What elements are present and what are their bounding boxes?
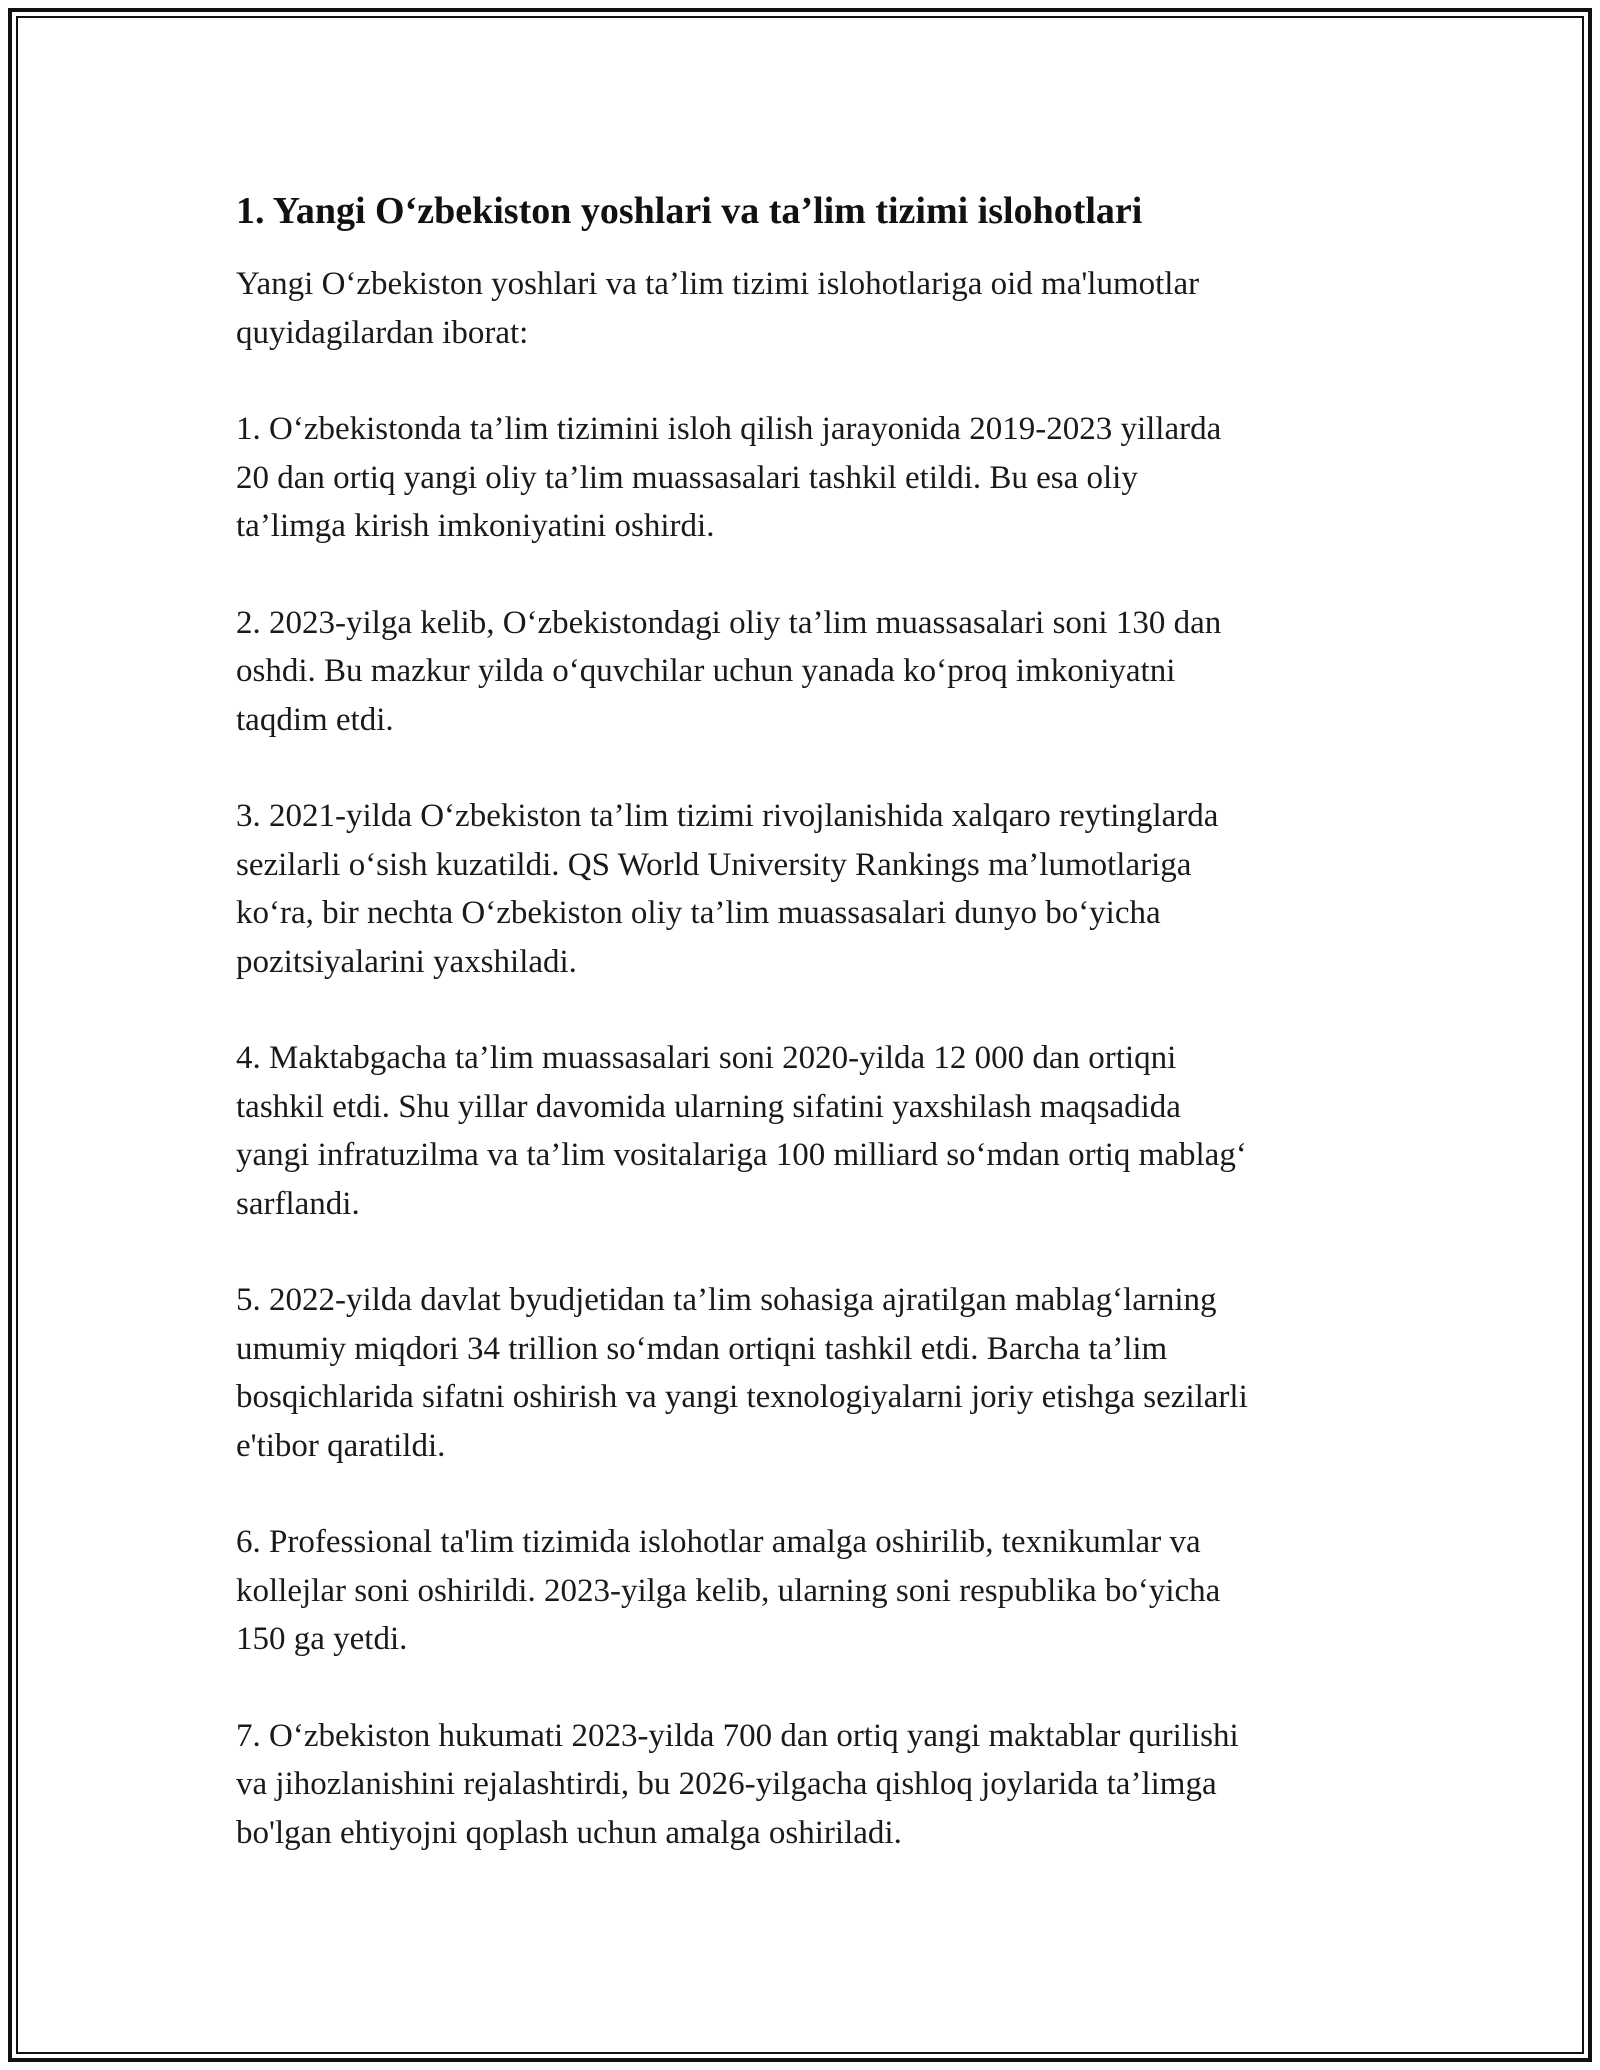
list-item: 5. 2022-yilda davlat byudjetidan ta’lim sohasiga ajratilgan mablag‘larning umumiy miqdori 34 trillion so‘mdan ortiqni tashkil etdi. Barcha ta’lim bosqichlarida sifatni oshirish va yangi texnologiyalarni joriy etishga sezilarli e'tibor qaratildi.: [236, 1282, 1248, 1464]
list-item: 4. Maktabgacha ta’lim muassasalari soni 2020-yilda 12 000 dan ortiqni tashkil etdi. Shu yillar davomida ularning sifatini yaxshilash maqsadida yangi infratuzilma va ta’lim vositalariga 100 milliard so‘mdan ortiq mablag‘ sarflandi.: [236, 1040, 1247, 1222]
list-item: 7. O‘zbekiston hukumati 2023-yilda 700 dan ortiq yangi maktablar qurilishi va jihozlanishini rejalashtirdi, bu 2026-yilgacha qishloq joylarida ta’limga bo'lgan ehtiyojni qoplash uchun amalga oshiriladi.: [236, 1717, 1239, 1851]
document-title: 1. Yangi O‘zbekiston yoshlari va ta’lim tizimi islohotlari: [236, 190, 1143, 232]
list-item: 2. 2023-yilga kelib, O‘zbekistondagi oliy ta’lim muassasalari soni 130 dan oshdi. Bu mazkur yilda o‘quvchilar uchun yanada ko‘proq imkoniyatni taqdim etdi.: [236, 604, 1222, 738]
intro-paragraph: Yangi O‘zbekiston yoshlari va ta’lim tizimi islohotlariga oid ma'lumotlar quyidagilardan iborat:: [236, 266, 1200, 351]
list-item: 6. Professional ta'lim tizimida islohotlar amalga oshirilib, texnikumlar va kollejlar soni oshirildi. 2023-yilga kelib, ularning soni respublika bo‘yicha 150 ga yetdi.: [236, 1524, 1221, 1657]
document-body: [236, 186, 1366, 1905]
list-item: 3. 2021-yilda O‘zbekiston ta’lim tizimi rivojlanishida xalqaro reytinglarda sezilarli o‘sish kuzatildi. QS World University Rankings ma’lumotlariga ko‘ra, bir nechta O‘zbekiston oliy ta’lim muassasalari dunyo bo‘yicha pozitsiyalarini yaxshiladi.: [236, 798, 1219, 980]
list-item: 1. O‘zbekistonda ta’lim tizimini isloh qilish jarayonida 2019-2023 yillarda 20 dan ortiq yangi oliy ta’lim muassasalari tashkil etildi. Bu esa oliy ta’limga kirish imkoniyatini oshirdi.: [236, 411, 1222, 544]
